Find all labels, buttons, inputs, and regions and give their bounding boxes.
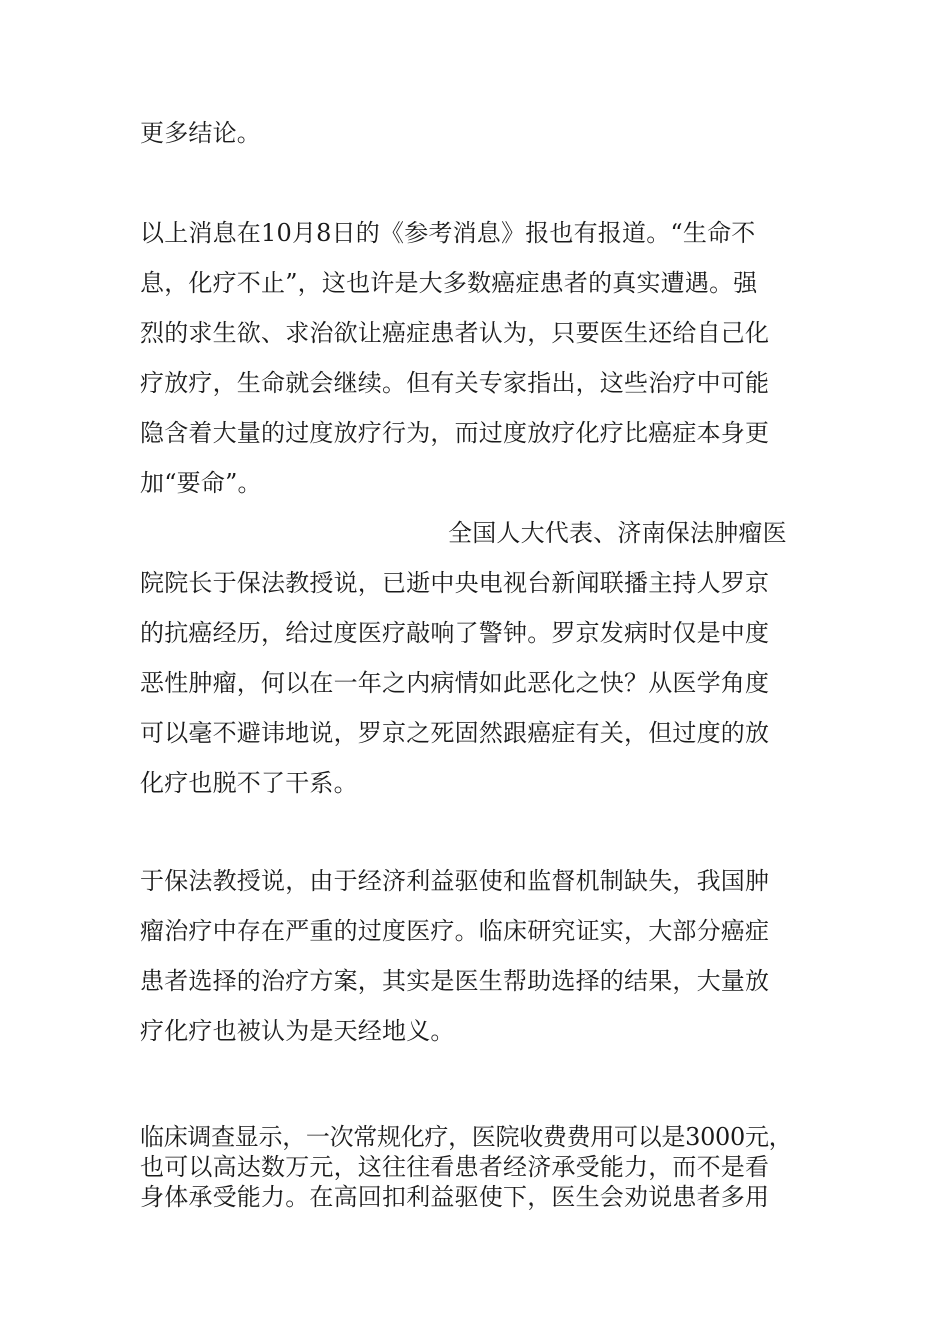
paragraph-line: 化疗也脱不了干系。 [140,769,358,797]
paragraph-line: 瘤治疗中存在严重的过度医疗。临床研究证实，大部分癌症 [140,917,770,945]
paragraph-line: 可以毫不避讳地说，罗京之死固然跟癌症有关，但过度的放 [140,719,770,747]
paragraph-line: 疗化疗也被认为是天经地义。 [140,1017,455,1045]
paragraph-line: 隐含着大量的过度放疗行为，而过度放疗化疗比癌症本身更 [140,419,770,447]
paragraph-line: 以上消息在10月8日的《参考消息》报也有报道。“生命不 [140,219,756,247]
paragraph-line: 院院长于保法教授说，已逝中央电视台新闻联播主持人罗京 [140,569,770,597]
paragraph-line: 烈的求生欲、求治欲让癌症患者认为，只要医生还给自己化 [140,319,770,347]
paragraph-line: 全国人大代表、济南保法肿瘤医 [448,519,787,547]
paragraph-line: 更多结论。 [140,119,261,147]
paragraph-line: 恶性肿瘤，何以在一年之内病情如此恶化之快？从医学角度 [140,669,770,697]
paragraph-line: 患者选择的治疗方案，其实是医生帮助选择的结果，大量放 [140,967,770,995]
paragraph-line: 身体承受能力。在高回扣利益驱使下，医生会劝说患者多用 [140,1183,770,1211]
paragraph-line: 也可以高达数万元，这往往看患者经济承受能力，而不是看 [140,1153,770,1181]
paragraph-line: 加“要命”。 [140,469,262,497]
paragraph-line: 疗放疗，生命就会继续。但有关专家指出，这些治疗中可能 [140,369,770,397]
paragraph-line: 临床调查显示，一次常规化疗，医院收费费用可以是3000元， [140,1123,793,1151]
paragraph-line: 的抗癌经历，给过度医疗敲响了警钟。罗京发病时仅是中度 [140,619,770,647]
paragraph-line: 息，化疗不止”，这也许是大多数癌症患者的真实遭遇。强 [140,269,758,297]
paragraph-line: 于保法教授说，由于经济利益驱使和监督机制缺失，我国肿 [140,867,770,895]
